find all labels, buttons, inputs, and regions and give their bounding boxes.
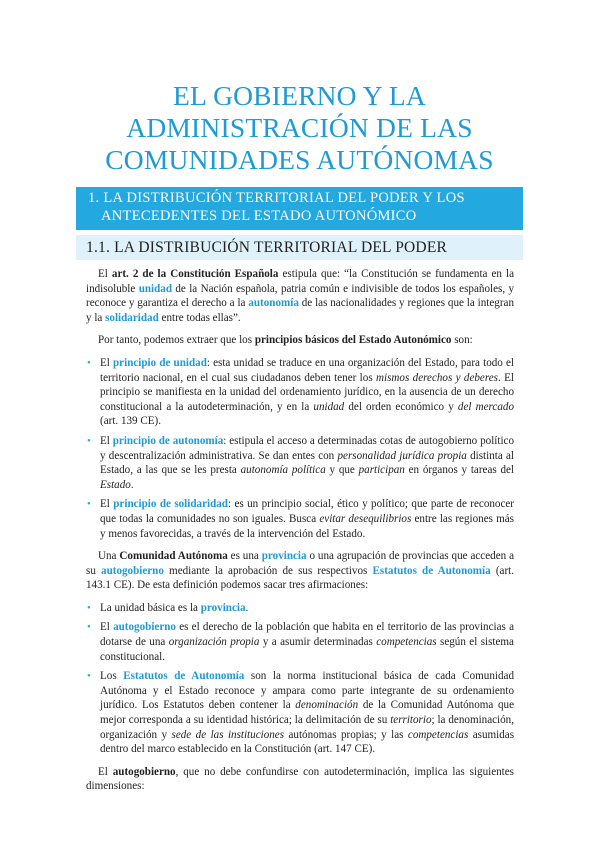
section-heading-1-line-2: ANTECEDENTES DEL ESTADO AUTONÓMICO xyxy=(101,207,417,224)
bullet-icon: • xyxy=(87,356,91,369)
text-span: El xyxy=(100,434,113,447)
highlight-term: Estatutos de Autonomía xyxy=(372,564,491,577)
highlight-term: Estatutos de Autonomía xyxy=(123,670,245,683)
text-span: El xyxy=(100,356,114,369)
bold-term: art. 2 de la Constitución Española xyxy=(111,268,279,280)
text-span: Por tanto, podemos extraer que los xyxy=(98,334,255,347)
paragraph-art2 xyxy=(86,267,514,325)
text-span: según el sistema constitucional. xyxy=(100,636,514,663)
text-span: , que no debe confundirse con autodeterminación, implica las siguientes dimensiones: xyxy=(86,765,514,793)
italic-term: denominación xyxy=(295,699,359,712)
text-span: de la Comunidad Autónoma que mejor corresponda a su identidad histórica; la delimitación de su xyxy=(100,699,514,727)
list-item-estatutos xyxy=(86,669,514,757)
italic-term: territorio xyxy=(390,714,432,727)
list-item-principio-unidad xyxy=(86,356,514,429)
title-line-1: EL GOBIERNO Y LA xyxy=(173,80,426,111)
text-span: de la Nación española, patria común e indivisible de todos los españoles, y reconoce y garantiza el derecho a la xyxy=(86,282,515,310)
text-span: de las nacionalidades y regiones que la integran y la xyxy=(86,297,514,324)
highlight-term: provincia xyxy=(200,601,246,614)
text-span: El xyxy=(100,621,114,634)
italic-term: sede de las instituciones xyxy=(171,728,285,741)
text-span: : es un principio social, ético y político; que parte de reconocer que todas la comunidades no son iguales. Busca xyxy=(100,498,514,525)
principles-list xyxy=(86,356,514,541)
paragraph-autogobierno xyxy=(86,765,514,794)
highlight-term: unidad xyxy=(138,282,172,295)
text-span: entre las regiones más y menos favorecidas, a través de la intervención del Estado. xyxy=(100,512,515,540)
text-span: es una xyxy=(227,550,262,563)
text-span: autónomas propias; y las xyxy=(284,728,408,741)
bullet-icon: • xyxy=(87,621,91,634)
paragraph-principios-intro xyxy=(86,333,514,348)
italic-term: personalidad jurídica propia xyxy=(337,449,467,462)
highlight-term: principio de unidad xyxy=(113,356,207,369)
section-heading-1 xyxy=(76,187,523,230)
text-span: mediante la aprobación de sus respectivos xyxy=(163,564,373,577)
text-span: estipula que: “la Constitución se fundamenta en la indisoluble xyxy=(86,268,514,295)
highlight-term: principio de solidaridad xyxy=(113,498,228,511)
list-item-principio-autonomia xyxy=(86,434,514,492)
text-span: del orden económico y xyxy=(344,400,458,413)
bullet-icon: • xyxy=(87,601,91,614)
bold-term: principios básicos del Estado Autonómico xyxy=(254,334,452,347)
bold-term: Comunidad Autónoma xyxy=(119,550,228,563)
text-span: ; la denominación, organización y xyxy=(100,714,514,741)
bullet-icon: • xyxy=(87,434,91,447)
text-span: Una xyxy=(98,550,120,563)
highlight-term: principio de autonomía xyxy=(112,434,224,447)
paragraph-comunidad-autonoma xyxy=(86,549,514,593)
italic-term: competencias xyxy=(407,728,469,741)
text-span: El xyxy=(100,498,114,511)
bold-term: autogobierno xyxy=(112,765,176,778)
italic-term: del mercado xyxy=(457,400,514,413)
title-line-3: COMUNIDADES AUTÓNOMAS xyxy=(105,144,494,175)
list-item-provincia xyxy=(86,601,514,616)
text-span: : esta unidad se traduce en una organización del Estado, para todo el territorio nacional, en el cual sus ciudadanos deben tener los xyxy=(100,356,514,384)
document-title xyxy=(0,80,599,176)
list-item-principio-solidaridad xyxy=(86,497,514,541)
text-span: (art. 139 CE). xyxy=(100,415,161,428)
text-span: asumidas dentro del marco establecido en la Constitución (art. 147 CE). xyxy=(100,728,515,756)
section-heading-1-line-1: 1. LA DISTRIBUCIÓN TERRITORIAL DEL PODER Y LOS xyxy=(88,190,465,206)
text-span: : estipula el acceso a determinadas cotas de autogobierno político y descentralización administrativa. Se dan entes con xyxy=(100,434,514,462)
italic-term: mismos derechos y deberes xyxy=(376,371,499,384)
body-text xyxy=(86,267,514,802)
italic-term: organización propia xyxy=(168,636,260,649)
italic-term: unidad xyxy=(313,400,345,413)
highlight-term: autogobierno xyxy=(113,621,176,634)
text-span: distinta al Estado, a las que se les presta xyxy=(100,449,514,477)
text-span: son la norma institucional básica de cada Comunidad Autónoma y el Estado reconoce y ampara como parte integrante de su ordenamiento jurídico. Los Estatutos deben contener la xyxy=(100,670,514,712)
text-span: Los xyxy=(100,670,124,683)
title-line-2: ADMINISTRACIÓN DE LAS xyxy=(126,112,473,143)
italic-term: evitar desequilibrios xyxy=(319,512,412,525)
italic-term: Estado xyxy=(100,478,131,491)
text-span: o una agrupación de provincias que acceden a su xyxy=(86,550,515,577)
affirmations-list xyxy=(86,601,514,757)
text-span: . xyxy=(245,601,249,614)
italic-term: participan xyxy=(358,464,405,477)
text-span: . El principio se manifiesta en la unidad del ordenamiento jurídico, en la ausencia de un derecho constitucional a la autodeterminación, y en la xyxy=(100,371,515,413)
highlight-term: autogobierno xyxy=(101,564,164,577)
highlight-term: provincia xyxy=(261,550,307,563)
text-span: entre todas ellas”. xyxy=(158,311,241,324)
italic-term: competencias xyxy=(376,636,437,649)
subsection-heading-1-1: 1.1. LA DISTRIBUCIÓN TERRITORIAL DEL PODER xyxy=(76,235,523,260)
list-item-autogobierno xyxy=(86,620,514,664)
text-span: . xyxy=(130,478,134,491)
bullet-icon: • xyxy=(87,498,91,511)
text-span: La unidad básica es la xyxy=(100,601,201,614)
text-span: El xyxy=(98,268,112,280)
italic-term: autonomía política xyxy=(240,464,326,477)
highlight-term: solidaridad xyxy=(105,311,159,324)
text-span: (art. 143.1 CE). De esta definición podemos sacar tres afirmaciones: xyxy=(86,564,515,592)
text-span: y que xyxy=(325,464,359,477)
text-span: El xyxy=(98,765,113,778)
text-span: y a asumir determinadas xyxy=(259,636,377,649)
highlight-term: autonomía xyxy=(248,297,299,310)
text-span: son: xyxy=(451,334,473,347)
bullet-icon: • xyxy=(87,670,91,683)
text-span: en órganos y tareas del xyxy=(404,464,515,477)
text-span: es el derecho de la población que habita en el territorio de las provincias a dotarse de una xyxy=(100,621,514,649)
